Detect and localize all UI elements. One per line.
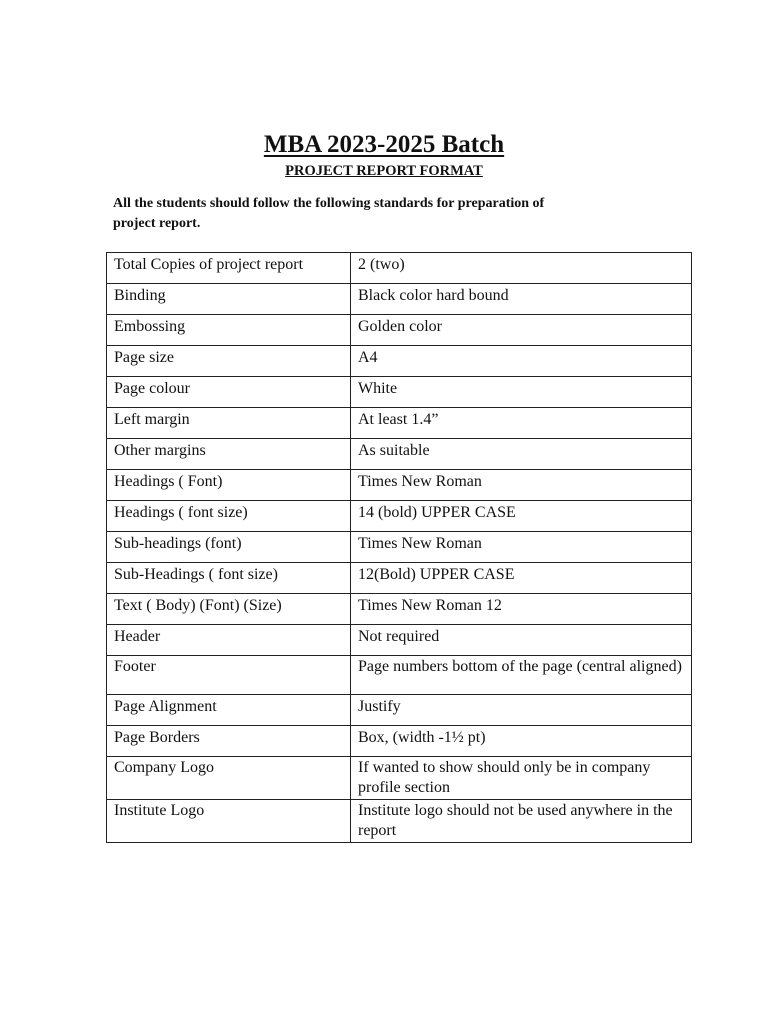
table-row xyxy=(107,377,692,408)
table-row xyxy=(107,532,692,563)
table-row xyxy=(107,594,692,625)
format-standards-table xyxy=(106,252,692,843)
row-label: Company Logo xyxy=(107,757,351,800)
row-value: Page numbers bottom of the page (central aligned) xyxy=(351,656,692,695)
table-row xyxy=(107,757,692,800)
row-value: Times New Roman 12 xyxy=(351,594,692,625)
row-label: Embossing xyxy=(107,315,351,346)
row-value: As suitable xyxy=(351,439,692,470)
row-value: Institute logo should not be used anywhere in the report xyxy=(351,800,692,843)
row-value: 2 (two) xyxy=(351,253,692,284)
row-value: If wanted to show should only be in company profile section xyxy=(351,757,692,800)
intro-line: project report. xyxy=(113,216,201,231)
row-label: Binding xyxy=(107,284,351,315)
row-value: Black color hard bound xyxy=(351,284,692,315)
row-value: 14 (bold) UPPER CASE xyxy=(351,501,692,532)
row-label: Page size xyxy=(107,346,351,377)
row-label: Text ( Body) (Font) (Size) xyxy=(107,594,351,625)
table-row xyxy=(107,501,692,532)
table-row xyxy=(107,726,692,757)
row-value: Times New Roman xyxy=(351,470,692,501)
row-label: Footer xyxy=(107,656,351,695)
row-value: Golden color xyxy=(351,315,692,346)
table-row xyxy=(107,439,692,470)
table-row xyxy=(107,656,692,695)
table-row xyxy=(107,315,692,346)
row-value: A4 xyxy=(351,346,692,377)
row-value: Box, (width -1½ pt) xyxy=(351,726,692,757)
table-row xyxy=(107,625,692,656)
row-label: Other margins xyxy=(107,439,351,470)
row-label: Total Copies of project report xyxy=(107,253,351,284)
row-value: At least 1.4” xyxy=(351,408,692,439)
table-row xyxy=(107,470,692,501)
table-row xyxy=(107,800,692,843)
row-label: Page colour xyxy=(107,377,351,408)
row-label: Sub-Headings ( font size) xyxy=(107,563,351,594)
row-label: Header xyxy=(107,625,351,656)
row-label: Page Alignment xyxy=(107,695,351,726)
row-value: Times New Roman xyxy=(351,532,692,563)
intro-paragraph xyxy=(113,194,593,234)
row-value: Justify xyxy=(351,695,692,726)
row-label: Page Borders xyxy=(107,726,351,757)
document-subtitle: PROJECT REPORT FORMAT xyxy=(285,163,483,179)
row-value: White xyxy=(351,377,692,408)
intro-line: All the students should follow the following standards for preparation of xyxy=(113,196,545,211)
table-row xyxy=(107,563,692,594)
document-title: MBA 2023-2025 Batch xyxy=(263,131,505,158)
row-label: Headings ( Font) xyxy=(107,470,351,501)
table-row xyxy=(107,253,692,284)
table-row xyxy=(107,284,692,315)
table-row xyxy=(107,346,692,377)
row-label: Left margin xyxy=(107,408,351,439)
row-value: 12(Bold) UPPER CASE xyxy=(351,563,692,594)
row-label: Institute Logo xyxy=(107,800,351,843)
row-value: Not required xyxy=(351,625,692,656)
row-label: Headings ( font size) xyxy=(107,501,351,532)
table-row xyxy=(107,408,692,439)
table-row xyxy=(107,695,692,726)
row-label: Sub-headings (font) xyxy=(107,532,351,563)
